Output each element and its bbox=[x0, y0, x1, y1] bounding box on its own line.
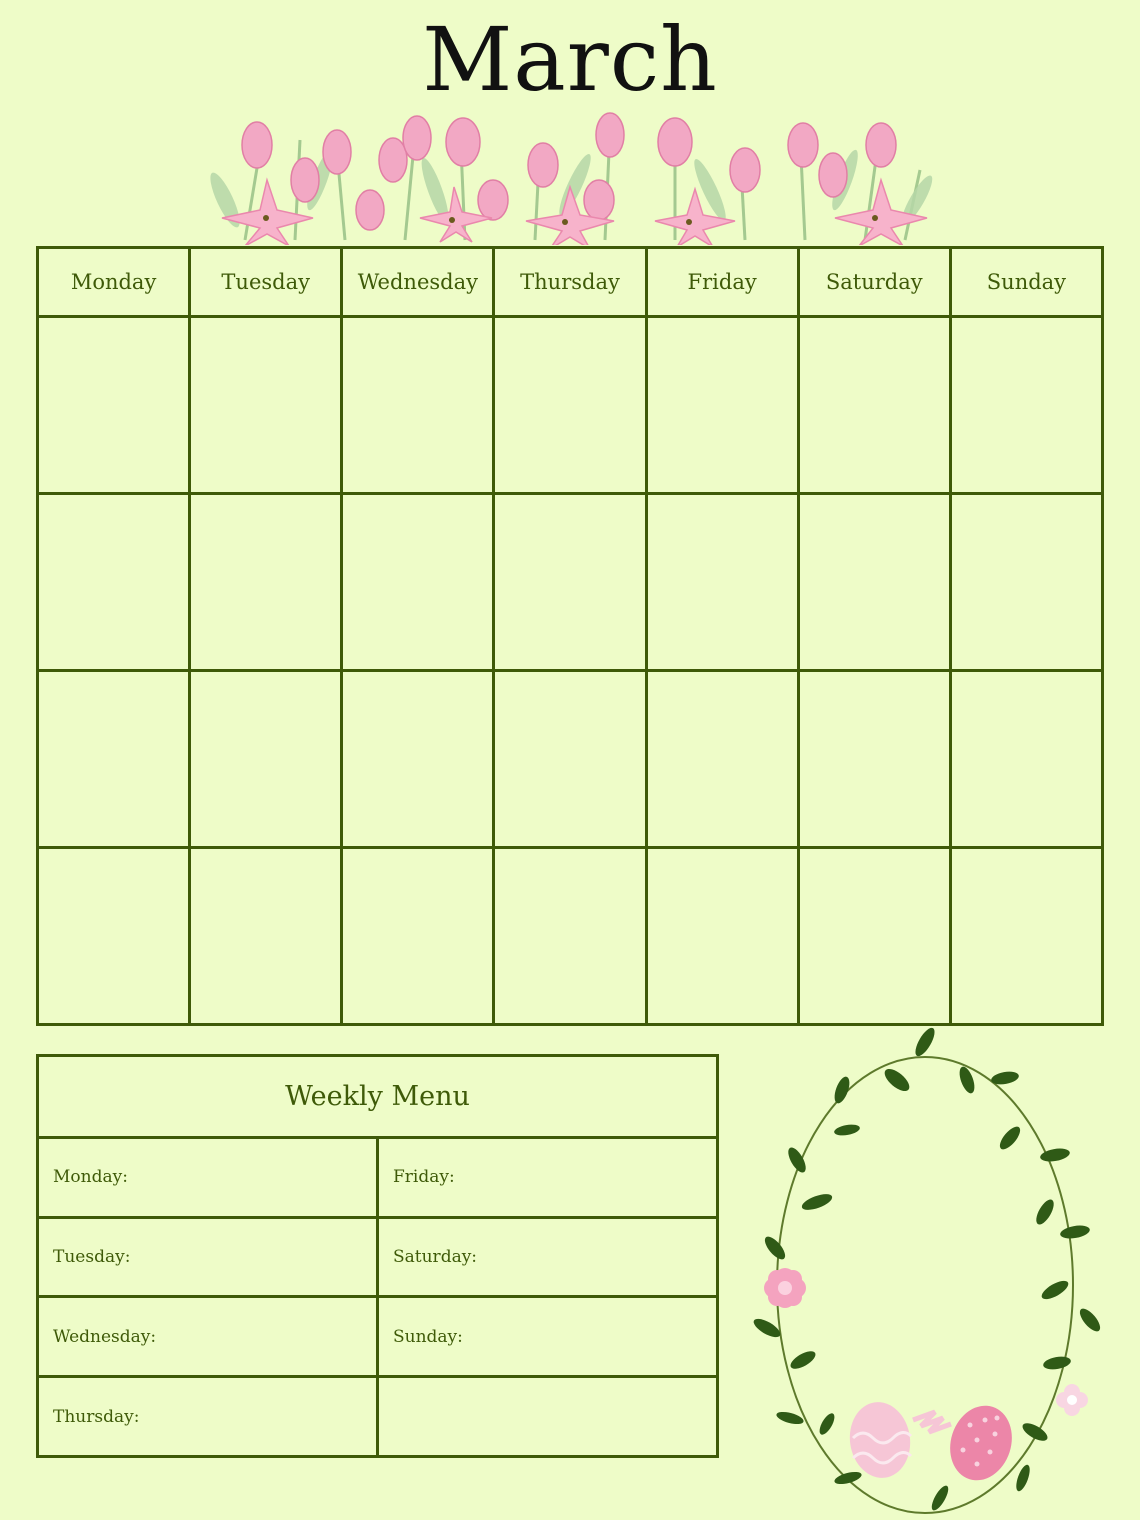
calendar-day-cell[interactable] bbox=[190, 848, 342, 1025]
calendar-day-cell[interactable] bbox=[798, 671, 950, 848]
calendar-day-cell[interactable] bbox=[950, 671, 1102, 848]
weekday-header: Wednesday bbox=[342, 248, 494, 317]
weekday-header: Thursday bbox=[494, 248, 646, 317]
menu-day-label[interactable]: Tuesday: bbox=[38, 1217, 378, 1297]
calendar-week-row bbox=[38, 848, 1103, 1025]
calendar-day-cell[interactable] bbox=[342, 848, 494, 1025]
calendar-day-cell[interactable] bbox=[342, 494, 494, 671]
weekday-header: Sunday bbox=[950, 248, 1102, 317]
calendar-week-row bbox=[38, 494, 1103, 671]
calendar-day-cell[interactable] bbox=[190, 317, 342, 494]
menu-day-label[interactable]: Monday: bbox=[38, 1137, 378, 1217]
calendar-day-cell[interactable] bbox=[494, 848, 646, 1025]
weekly-menu-title: Weekly Menu bbox=[38, 1056, 718, 1138]
calendar-day-cell[interactable] bbox=[798, 848, 950, 1025]
calendar-grid bbox=[36, 246, 1104, 1026]
menu-day-label[interactable] bbox=[378, 1377, 718, 1457]
calendar-day-cell[interactable] bbox=[494, 671, 646, 848]
calendar-day-cell[interactable] bbox=[38, 317, 190, 494]
calendar-day-cell[interactable] bbox=[494, 494, 646, 671]
menu-row bbox=[38, 1137, 718, 1217]
calendar-body bbox=[38, 317, 1103, 1025]
menu-day-label[interactable]: Saturday: bbox=[378, 1217, 718, 1297]
calendar-day-cell[interactable] bbox=[950, 494, 1102, 671]
calendar-week-row bbox=[38, 671, 1103, 848]
calendar-day-cell[interactable] bbox=[342, 671, 494, 848]
weekday-header: Tuesday bbox=[190, 248, 342, 317]
calendar-week-row bbox=[38, 317, 1103, 494]
menu-row bbox=[38, 1217, 718, 1297]
page-title: March bbox=[422, 8, 718, 111]
weekly-menu-header bbox=[38, 1056, 718, 1138]
calendar-day-cell[interactable] bbox=[190, 494, 342, 671]
weekday-header: Friday bbox=[646, 248, 798, 317]
calendar-day-cell[interactable] bbox=[494, 317, 646, 494]
tulip-border-illustration bbox=[205, 110, 935, 245]
menu-day-label[interactable]: Thursday: bbox=[38, 1377, 378, 1457]
calendar-day-cell[interactable] bbox=[646, 317, 798, 494]
weekly-menu bbox=[36, 1054, 719, 1458]
menu-row bbox=[38, 1297, 718, 1377]
menu-row bbox=[38, 1377, 718, 1457]
calendar-day-cell[interactable] bbox=[950, 317, 1102, 494]
calendar-day-cell[interactable] bbox=[342, 317, 494, 494]
easter-egg-wreath-illustration bbox=[745, 1020, 1115, 1520]
weekday-header: Monday bbox=[38, 248, 190, 317]
weekday-header-row bbox=[38, 248, 1103, 317]
calendar-day-cell[interactable] bbox=[38, 494, 190, 671]
calendar-day-cell[interactable] bbox=[950, 848, 1102, 1025]
menu-day-label[interactable]: Sunday: bbox=[378, 1297, 718, 1377]
calendar-day-cell[interactable] bbox=[38, 848, 190, 1025]
weekday-header: Saturday bbox=[798, 248, 950, 317]
calendar-day-cell[interactable] bbox=[798, 494, 950, 671]
calendar-day-cell[interactable] bbox=[190, 671, 342, 848]
calendar-day-cell[interactable] bbox=[646, 671, 798, 848]
menu-day-label[interactable]: Friday: bbox=[378, 1137, 718, 1217]
menu-day-label[interactable]: Wednesday: bbox=[38, 1297, 378, 1377]
calendar-day-cell[interactable] bbox=[38, 671, 190, 848]
calendar-day-cell[interactable] bbox=[646, 848, 798, 1025]
calendar-day-cell[interactable] bbox=[646, 494, 798, 671]
calendar-day-cell[interactable] bbox=[798, 317, 950, 494]
